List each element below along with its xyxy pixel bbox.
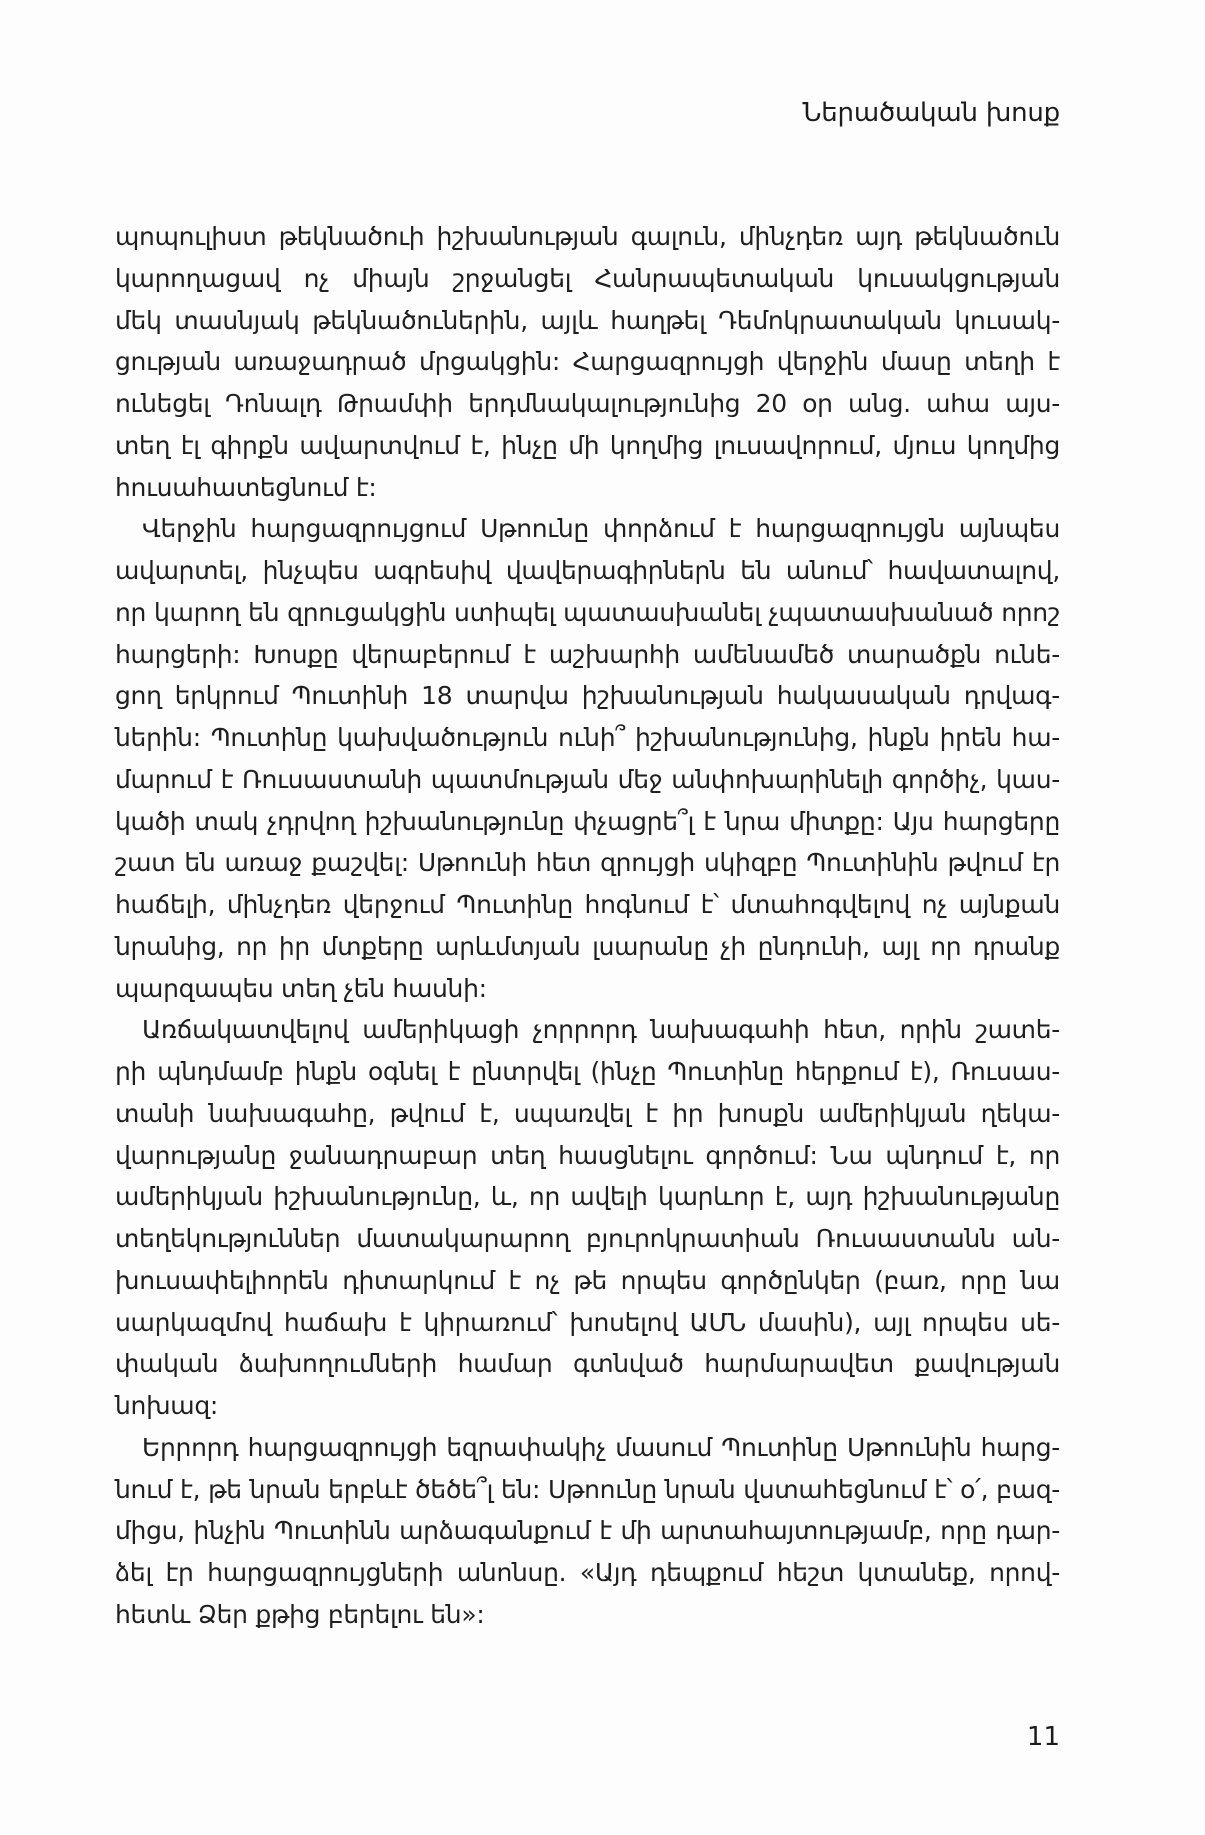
text-line: պարզապես տեղ չեն հասնի: xyxy=(115,973,487,1003)
text-line: հաճելի, մինչդեռ վերջում Պուտինը հոգնում է՝ մտահոգվելով ոչ այնքան xyxy=(115,890,1060,919)
text-line: ավարտել, ինչպես ագրեսիվ վավերագիրներն են անում՝ հավատալով, xyxy=(115,556,1060,585)
text-line: մեկ տասնյակ թեկնածուներին, այլև հաղթել Դեմոկրատական կուսակ- xyxy=(115,305,1060,335)
text-line: հետև Ձեր քթից բերելու են»: xyxy=(115,1599,485,1629)
text-line: նոխազ: xyxy=(115,1391,219,1420)
text-line: ցության առաջադրած մրցակցին: Հարցազրույցի վերջին մասը տեղի է xyxy=(115,347,1060,377)
text-line: տեղեկություններ մատակարարող բյուրոկրատիան Ռուսաստանն ան- xyxy=(115,1224,1060,1253)
text-line: Առճակատվելով ամերիկացի չորրորդ նախագահի հետ, որին շատե- xyxy=(142,1015,1060,1045)
text-line: սարկազմով հաճախ է կիրառում՝ խոսելով ԱՄՆ մասին), այլ որպես սե- xyxy=(115,1307,1060,1337)
paragraph xyxy=(115,216,1060,508)
text-line: տանի նախագահը, թվում է, սպառվել է իր խոսքն ամերիկյան ղեկա- xyxy=(115,1098,1060,1128)
text-line: ներին: Պուտինը կախվածություն ունի՞ իշխանությունից, ինքն իրեն հա- xyxy=(115,723,1060,752)
text-line: տեղ էլ գիրքն ավարտվում է, ինչը մի կողմից լուսավորում, մյուս կողմից xyxy=(115,430,1060,460)
text-line: կածի տակ չդրվող իշխանությունը փչացրե՞լ է նրա միտքը: Այս հարցերը xyxy=(115,806,1060,836)
text-line: պոպուլիստ թեկնածուի իշխանության գալուն, մինչդեռ այդ թեկնածուն xyxy=(115,222,1060,251)
text-line: ունեցել Դոնալդ Թրամփի երդմնակալությունից 20 օր անց. ահա այս- xyxy=(115,389,1060,418)
running-header: Ներածական խոսք xyxy=(802,98,1060,128)
text-line: ամերիկյան իշխանությունը, և, որ ավելի կարևոր է, այդ իշխանությանը xyxy=(115,1182,1060,1212)
text-line: կարողացավ ոչ միայն շրջանցել Հանրապետական կուսակցության xyxy=(115,263,1060,293)
text-line: նում է, թե նրան երբևէ ծեծե՞լ են: Սթոունը նրան վստահեցնում է՝ օ՛, բազ- xyxy=(115,1474,1060,1504)
text-line: Երրորդ հարցազրույցի եզրափակիչ մասում Պուտինը Սթոունին հարց- xyxy=(142,1432,1060,1462)
text-line: վարությանը ջանադրաբար տեղ հասցնելու գործում: Նա պնդում է, որ xyxy=(115,1140,1060,1170)
text-line: ձել էր հարցազրույցների անոնսը. «Այդ դեպքում հեշտ կտանեք, որով- xyxy=(115,1558,1060,1587)
text-line: մարում է Ռուսաստանի պատմության մեջ անփոխարինելի գործիչ, կաս- xyxy=(115,764,1060,794)
text-line: ցող երկրում Պուտինի 18 տարվա իշխանության հակասական դրվագ- xyxy=(115,681,1060,711)
body-text xyxy=(115,216,1060,1636)
text-line: շատ են առաջ քաշվել: Սթոունի հետ զրույցի սկիզբը Պուտինին թվում էր xyxy=(115,848,1060,878)
text-line: հարցերի: Խոսքը վերաբերում է աշխարհի ամենամեծ տարածքն ունե- xyxy=(115,639,1060,669)
paragraph xyxy=(115,508,1060,1009)
text-line: միցս, ինչին Պուտինն արձագանքում է մի արտահայտությամբ, որը դար- xyxy=(115,1516,1060,1546)
text-line: րի պնդմամբ ինքն օգնել է ընտրվել (ինչը Պուտինը հերքում է), Ռուսաս- xyxy=(115,1057,1060,1086)
paragraph xyxy=(115,1009,1060,1427)
text-line: խուսափելիորեն դիտարկում է ոչ թե որպես գործընկեր (բառ, որը նա xyxy=(115,1265,1060,1295)
text-line: հուսահատեցնում է: xyxy=(115,472,377,502)
text-line: Վերջին հարցազրույցում Սթոունը փորձում է հարցազրույցն այնպես xyxy=(142,514,1060,544)
text-line: փական ձախողումների համար գտնված հարմարավետ քավության xyxy=(115,1349,1060,1379)
paragraph xyxy=(115,1427,1060,1636)
text-line: նրանից, որ իր մտքերը արևմտյան լսարանը չի ընդունի, այլ որ դրանք xyxy=(115,931,1060,961)
text-line: որ կարող են զրուցակցին ստիպել պատասխանել չպատասխանած որոշ xyxy=(115,597,1060,627)
page-number: 11 xyxy=(1026,1722,1060,1752)
